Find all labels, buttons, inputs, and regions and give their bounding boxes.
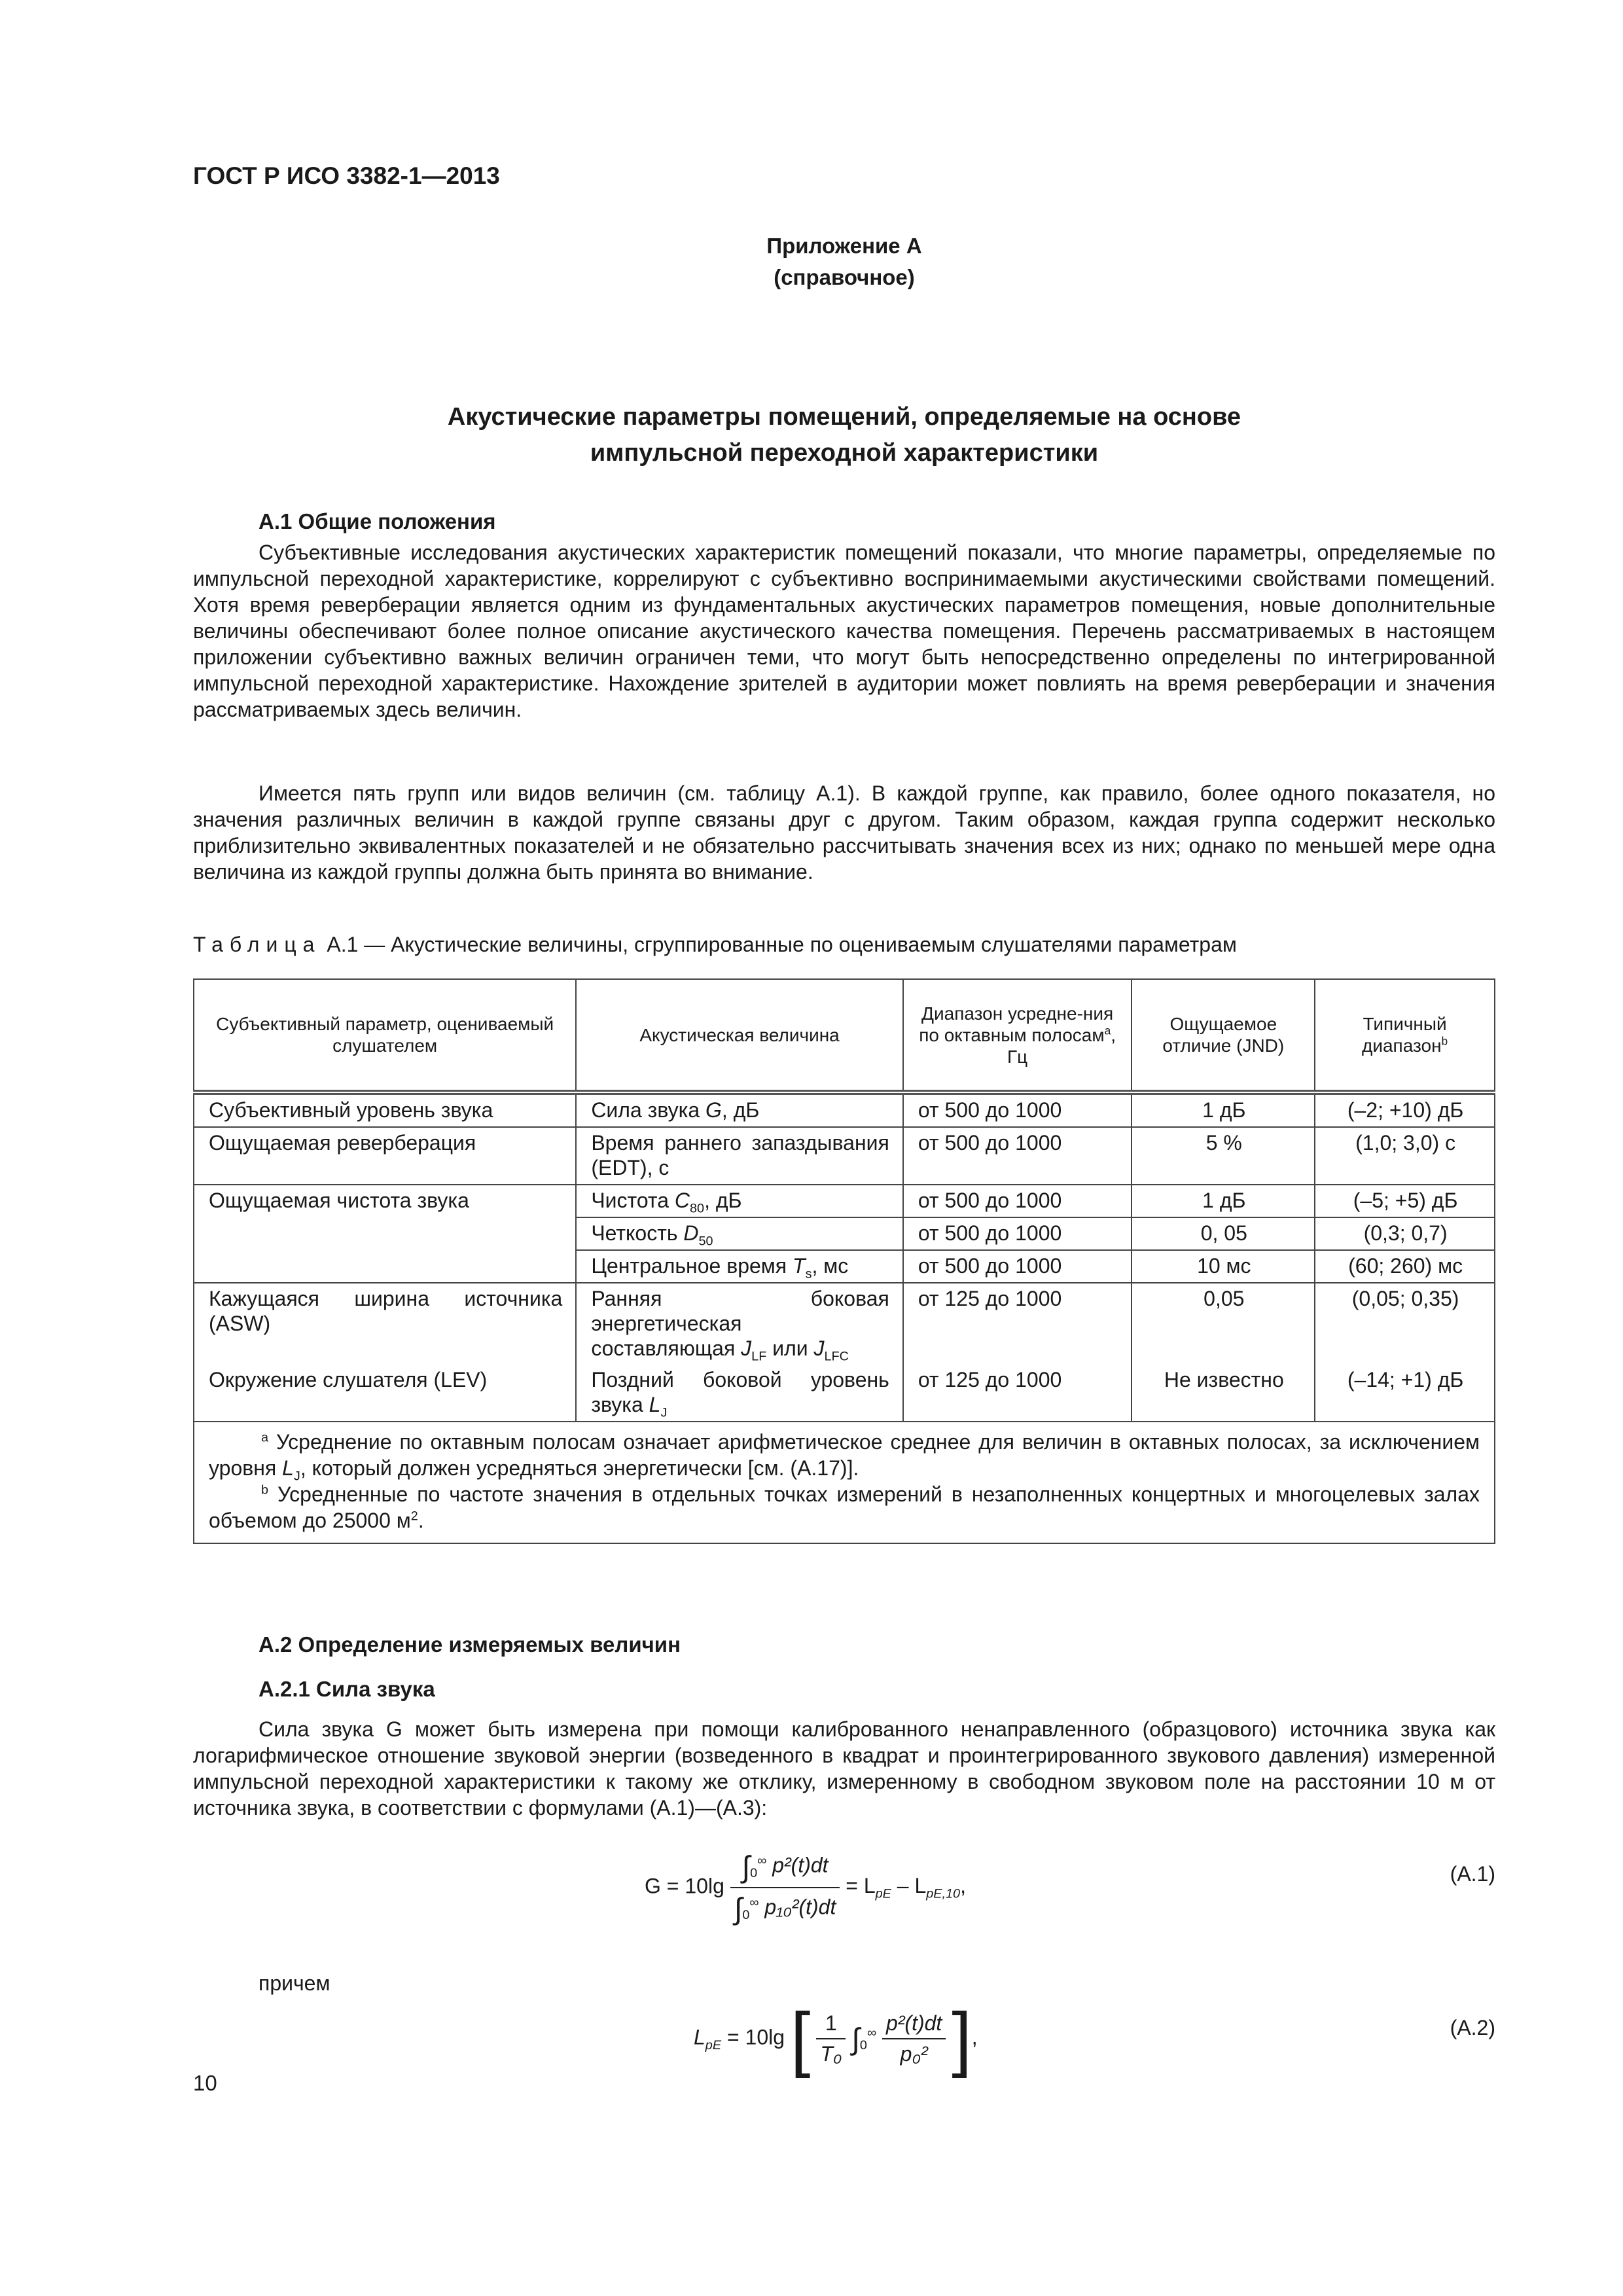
formula-a1-number: (А.1) xyxy=(1450,1862,1495,1886)
quantity-unit: , дБ xyxy=(704,1189,742,1212)
fraction-numerator-text: p²(t)dt xyxy=(885,2011,942,2035)
cell-typical: (0,3; 0,7) xyxy=(1315,1217,1495,1250)
quantity-text: Поздний боковой уровень звука xyxy=(591,1368,889,1416)
integral-upper-limit: ∞ xyxy=(749,1895,759,1910)
table-header-row xyxy=(194,979,1495,1092)
formula-a1-fraction xyxy=(730,1849,840,1926)
table-row xyxy=(194,1092,1495,1127)
cell-quantity xyxy=(576,1283,903,1365)
cell-quantity xyxy=(576,1092,903,1127)
quantity-unit: , мс xyxy=(812,1254,849,1278)
cell-typical: (–2; +10) дБ xyxy=(1315,1092,1495,1127)
cell-range: от 500 до 1000 xyxy=(903,1217,1132,1250)
cell-parameter: Кажущаяся ширина источника (ASW) xyxy=(194,1283,576,1365)
section-heading-a2: А.2 Определение измеряемых величин xyxy=(259,1632,681,1657)
header-typical-range xyxy=(1315,979,1495,1092)
integral-sign: ∫ xyxy=(741,1850,751,1884)
formula-a2 xyxy=(694,1998,978,2079)
formula-a2-lhs-symbol: L xyxy=(694,2025,705,2049)
footnote-mark: b xyxy=(261,1482,269,1498)
footnote-a xyxy=(209,1429,1480,1484)
integral-lower-limit: 0 xyxy=(859,2037,867,2053)
cell-jnd: Не известно xyxy=(1132,1365,1315,1422)
fraction-denominator-text: T₀ xyxy=(820,2042,842,2066)
footnote-text: , который должен усредняться энергетически [см. (А.17)]. xyxy=(300,1456,859,1480)
quantity-text: Центральное время xyxy=(591,1254,793,1278)
cell-parameter: Окружение слушателя (LEV) xyxy=(194,1365,576,1422)
cell-range: от 500 до 1000 xyxy=(903,1092,1132,1127)
quantity-symbol: C xyxy=(674,1189,690,1212)
cell-quantity xyxy=(576,1365,903,1422)
cell-range: от 125 до 1000 xyxy=(903,1283,1132,1365)
table-caption-text: А.1 — Акустические величины, сгруппированные по оцениваемым слушателями параметрам xyxy=(321,933,1237,956)
formula-a1-numerator xyxy=(730,1849,840,1888)
fraction-denominator-text: p₀² xyxy=(900,2042,928,2066)
cell-quantity xyxy=(576,1217,903,1250)
cell-typical: (0,05; 0,35) xyxy=(1315,1283,1495,1365)
footnote-subscript: J xyxy=(293,1469,300,1484)
quantity-unit: , дБ xyxy=(721,1098,760,1122)
rhs-text: – L xyxy=(891,1874,927,1898)
formula-a2-number: (А.2) xyxy=(1450,2016,1495,2039)
cell-range: от 125 до 1000 xyxy=(903,1365,1132,1422)
header-averaging-range xyxy=(903,979,1132,1092)
quantity-subscript: 50 xyxy=(698,1234,713,1249)
formula-a2-fraction-2 xyxy=(882,2011,946,2066)
quantity-text: Чистота xyxy=(591,1189,675,1212)
cell-jnd: 0, 05 xyxy=(1132,1217,1315,1250)
formula-a2-fraction-1 xyxy=(816,2011,846,2066)
quantity-symbol: L xyxy=(649,1393,661,1416)
formula-a1-denominator xyxy=(730,1888,840,1926)
header-jnd: Ощущаемое отличие (JND) xyxy=(1132,979,1315,1092)
quantity-subscript: 80 xyxy=(690,1201,705,1216)
denominator-expression: p₁₀²(t)dt xyxy=(764,1895,836,1919)
annex-type: (справочное) xyxy=(774,265,915,289)
paragraph-sound-strength: Сила звука G может быть измерена при помощи калиброванного ненаправленного (образцового) источника звука как логарифмическое отношение звуковой энергии (возведенного в квадрат и проинтегрированного звукового давления) измеренной импульсной переходной характеристики к такому же отклику, измеренному в свободном звуковом поле на расстоянии 10 м от источника звука, в соответствии с формулами (А.1)—(А.3): xyxy=(193,1717,1495,1820)
footnote-superscript: 2 xyxy=(410,1509,418,1524)
right-bracket: ] xyxy=(952,1998,972,2079)
cell-jnd: 0,05 xyxy=(1132,1283,1315,1365)
annex-title-line-1: Акустические параметры помещений, определяемые на основе xyxy=(447,403,1241,431)
integral-sign: ∫ xyxy=(851,2022,860,2056)
footnote-text: Усредненные по частоте значения в отдельных точках измерений в незаполненных концертных и многоцелевых залах объемом до 25000 м xyxy=(209,1482,1480,1532)
cell-quantity xyxy=(576,1185,903,1217)
cell-jnd: 1 дБ xyxy=(1132,1185,1315,1217)
quantity-text: Четкость xyxy=(591,1221,684,1245)
quantity-subscript: J xyxy=(660,1405,668,1420)
formula-a1 xyxy=(645,1849,966,1926)
rhs-text: , xyxy=(960,1874,966,1898)
footnote-mark: a xyxy=(261,1430,269,1445)
formula-a2-lhs-subscript: pE xyxy=(705,2037,722,2053)
quantity-text: Ранняя боковая энергетическая составляющая xyxy=(591,1287,889,1360)
rhs-text: = L xyxy=(846,1874,876,1898)
formula-a1-rhs xyxy=(846,1874,966,1901)
cell-typical: (–5; +5) дБ xyxy=(1315,1185,1495,1217)
annex-title xyxy=(193,399,1495,471)
quantity-subscript: LFC xyxy=(824,1349,849,1364)
table-row xyxy=(194,1365,1495,1422)
page-number: 10 xyxy=(193,2071,217,2095)
cell-range: от 500 до 1000 xyxy=(903,1185,1132,1217)
table-caption xyxy=(193,933,1237,957)
header-acoustic-quantity: Акустическая величина xyxy=(576,979,903,1092)
header-typical-range-text: Типичный диапазон xyxy=(1362,1014,1447,1056)
quantity-text: Сила звука xyxy=(591,1098,706,1122)
quantity-symbol: D xyxy=(683,1221,699,1245)
numerator-expression: p²(t)dt xyxy=(772,1853,829,1877)
footnote-text: Усреднение по октавным полосам означает арифметическое среднее для величин в октавных полосах, за исключением уровня xyxy=(209,1430,1480,1480)
paragraph-wherein: причем xyxy=(259,1971,330,1995)
fraction-denominator xyxy=(882,2039,946,2066)
footnote-mark-b: b xyxy=(1441,1034,1448,1048)
acoustic-parameters-table xyxy=(193,978,1495,1544)
formula-a2-lhs-eq: = 10lg xyxy=(721,2025,785,2049)
table-footnotes-row xyxy=(194,1422,1495,1543)
cell-parameter: Ощущаемая реверберация xyxy=(194,1127,576,1185)
cell-jnd: 10 мс xyxy=(1132,1250,1315,1283)
table-caption-prefix: Таблица xyxy=(193,933,321,956)
footnote-mark-a: a xyxy=(1104,1024,1111,1037)
formula-a1-lhs: G = 10lg xyxy=(645,1874,724,1898)
paragraph-general-1: Субъективные исследования акустических характеристик помещений показали, что многие параметры, определяемые по импульсной переходной характеристике, коррелируют с субъективно воспринимаемыми акустическими свойствами помещений. Хотя время реверберации является одним из фундаментальных акустических параметров помещения, новые дополнительные величины обеспечивают более полное описание акустического качества помещения. Перечень рассматриваемых в настоящем приложении субъективно важных величин ограничен теми, что могут быть непосредственно определены по интегрированной импульсной переходной характеристике. Нахождение зрителей в аудитории может повлиять на время реверберации и значения рассматриваемых здесь величин. xyxy=(193,541,1495,721)
table-row xyxy=(194,1185,1495,1217)
footnote-symbol: L xyxy=(282,1456,294,1480)
integral-upper-limit: ∞ xyxy=(866,2025,877,2040)
formula-a2-end: , xyxy=(971,2025,978,2049)
quantity-subscript: LF xyxy=(751,1349,767,1364)
integral-upper-limit: ∞ xyxy=(757,1853,767,1868)
document-page xyxy=(193,0,1495,2296)
fraction-denominator xyxy=(816,2039,846,2066)
document-code: ГОСТ Р ИСО 3382-1—2013 xyxy=(193,162,500,189)
annex-title-line-2: импульсной переходной характеристики xyxy=(590,439,1099,467)
table-row xyxy=(194,1283,1495,1365)
footnote-b xyxy=(209,1481,1480,1534)
header-averaging-range-unit: , Гц xyxy=(1007,1024,1116,1067)
footnote-text: . xyxy=(418,1509,424,1532)
rhs-subscript: pE xyxy=(875,1886,891,1901)
quantity-symbol: G xyxy=(705,1098,722,1122)
header-averaging-range-text: Диапазон усредне-ния по октавным полосам xyxy=(919,1003,1114,1045)
cell-jnd: 1 дБ xyxy=(1132,1092,1315,1127)
cell-typical: (60; 260) мс xyxy=(1315,1250,1495,1283)
cell-quantity xyxy=(576,1250,903,1283)
integral-lower-limit: 0 xyxy=(750,1865,758,1880)
integral-lower-limit: 0 xyxy=(742,1907,750,1922)
rhs-subscript: pE,10 xyxy=(926,1886,961,1901)
quantity-symbol: J xyxy=(813,1336,825,1360)
quantity-symbol: T xyxy=(793,1254,806,1278)
section-heading-a1: А.1 Общие положения xyxy=(259,509,496,533)
cell-typical: (–14; +1) дБ xyxy=(1315,1365,1495,1422)
left-bracket: [ xyxy=(790,1998,811,2079)
annex-label: Приложение А xyxy=(766,234,922,258)
cell-range: от 500 до 1000 xyxy=(903,1127,1132,1185)
quantity-subscript: s xyxy=(805,1266,812,1282)
integral-sign: ∫ xyxy=(734,1892,743,1926)
header-subjective-parameter: Субъективный параметр, оцениваемый слушателем xyxy=(194,979,576,1092)
cell-parameter: Субъективный уровень звука xyxy=(194,1092,576,1127)
cell-jnd: 5 % xyxy=(1132,1127,1315,1185)
cell-range: от 500 до 1000 xyxy=(903,1250,1132,1283)
table-footnotes xyxy=(194,1422,1495,1543)
quantity-symbol: J xyxy=(741,1336,752,1360)
fraction-numerator: 1 xyxy=(816,2011,846,2039)
fraction-numerator xyxy=(882,2011,946,2039)
table-row xyxy=(194,1127,1495,1185)
cell-parameter: Ощущаемая чистота звука xyxy=(194,1185,576,1283)
paragraph-general-2: Имеется пять групп или видов величин (см. таблицу А.1). В каждой группе, как правило, более одного показателя, но значения различных величин в каждой группе связаны друг с другом. Таким образом, каждая группа содержит несколько приблизительно эквивалентных показателей и не обязательно рассчитывать значения всех из них; однако по меньшей мере одна величина из каждой группы должна быть принята во внимание. xyxy=(193,781,1495,884)
section-heading-a21: А.2.1 Сила звука xyxy=(259,1677,435,1701)
cell-typical: (1,0; 3,0) с xyxy=(1315,1127,1495,1185)
cell-quantity: Время раннего запаздывания (EDT), с xyxy=(576,1127,903,1185)
quantity-text: или xyxy=(766,1336,814,1360)
